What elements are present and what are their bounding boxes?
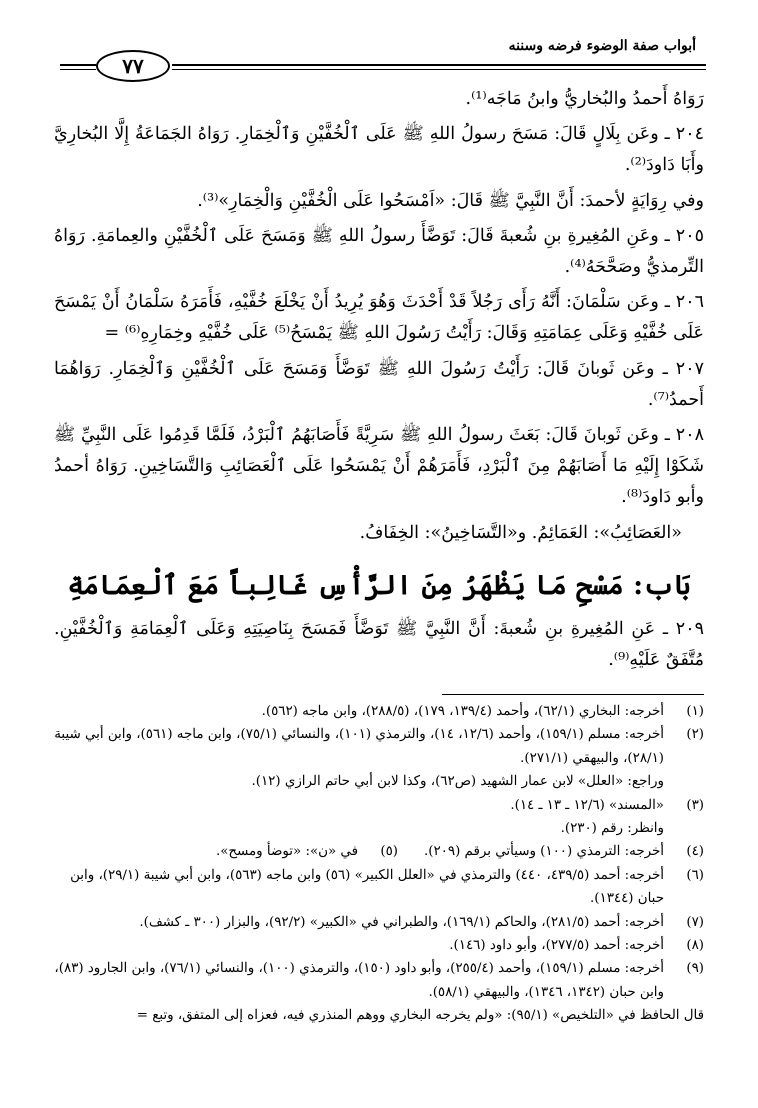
footnote-number: (٣)	[686, 797, 704, 813]
header-rule	[172, 64, 706, 66]
footnote-number: (٧)	[686, 914, 704, 930]
footnote-9-continued: قال الحافظ في «التلخيص» (٩٥/١): «ولم يخرجه البخاري ووهم المنذري فيه، فعزاه إلى المتفق، وتبع =	[136, 1008, 704, 1024]
ahmad-narration: وفي رِوَايَةٍ لأحمدَ: أَنَّ النَّبِيَّ ﷺ قَالَ: «اَمْسَحُوا عَلَى الْخُفَّيْنِ وَالْخِمَارِ»⁽³⁾.	[197, 190, 704, 211]
footnote-number: (٩)	[686, 961, 704, 977]
footnote-text: أخرجه: أحمد (٤٣٩/٥، ٤٤٠) والترمذي في «العلل الكبير» (٥٦) وابن ماجه (٥٦٣)، وابن أبي شيبة (٢٩/١)، وابن حبان (١٣٤٤).	[70, 867, 664, 907]
footnote-text: أخرجه: أحمد (٢٧٧/٥)، وأبو داود (١٤٦).	[449, 938, 664, 954]
footnote-7	[44, 911, 704, 934]
hadith-206: ٢٠٦ ـ وعَن سَلْمَانَ: أَنَّهُ رَأَى رَجُلاً قَدْ أَحْدَثَ وَهُوَ يُرِيدُ أَنْ يَخْلَعَ خُفَّيْهِ، فَأَمَرَهُ سَلْمَانُ أَنْ يَمْسَحَ عَلَى خُفَّيْهِ وَعَلَى عِمَامَتِهِ وَقَالَ: رَأَيْتُ رَسُولَ اللهِ ﷺ يَمْسَحُ⁽⁵⁾ عَلَى خُفَّيْهِ وخِمَارِهِ⁽⁶⁾ =	[54, 292, 704, 344]
footnote-number: (٨)	[686, 938, 704, 954]
footnote-2-continued: وراجع: «العلل» لابن عمار الشهيد (ص٦٢)، وكذا لابن أبي حاتم الرازي (١٢).	[251, 774, 664, 790]
page-number: ٧٧	[96, 50, 170, 82]
header-rule-left	[60, 64, 96, 66]
footnote-number: (١)	[686, 704, 704, 719]
footnote-2	[44, 723, 704, 770]
chapter-heading: بَاب: مَسْحِ مَا يَظْهَرُ مِنَ الرَّأْسِ غَالِباً مَعَ ٱلْعِمَامَةِ	[67, 570, 691, 601]
footnote-number: (٦)	[686, 867, 704, 883]
footnote-text: أخرجه: مسلم (١٥٩/١)، وأحمد (١٢/٦، ١٤)، والترمذي (١٠١)، والنسائي (٧٥/١)، وابن ماجه (٥٦١)، وابن أبي شيبة (٢٨/١)، والبيهقي (٢٧١/١).	[54, 727, 664, 766]
footnote-1	[44, 700, 704, 723]
hadith-205: ٢٠٥ ـ وعَنِ المُغِيرةِ بنِ شُعبةَ قَالَ: تَوَضَّأَ رسولُ اللهِ ﷺ وَمَسَحَ عَلَى ٱلْخُفَّيْنِ والعِمامَةِ. رَوَاهُ التِّرمذيُّ وصَحَّحَهُ⁽⁴⁾.	[54, 225, 704, 278]
footnote-9	[44, 957, 704, 1004]
hadith-209: ٢٠٩ ـ عَنِ المُغِيرةِ بنِ شُعبةَ: أَنَّ النَّبِيَّ ﷺ تَوَضَّأَ فَمَسَحَ بِنَاصِيَتِهِ وَعَلَى ٱلْعِمَامَةِ وَٱلْخُفَّيْنِ. مُتَّفَقٌ عَلَيْهِ⁽⁹⁾.	[54, 619, 704, 670]
page-header	[0, 0, 758, 90]
footnote-text: في «ن»: «توضأ ومسح».	[215, 844, 358, 860]
footnotes	[44, 700, 704, 1028]
paragraph-citation: رَوَاهُ أَحمدُ والبُخاريُّ وابنُ مَاجَه⁽¹⁾.	[465, 89, 704, 109]
hadith-207: ٢٠٧ ـ وعَن ثَوبانَ قَالَ: رَأَيْتُ رَسُولَ اللهِ ﷺ تَوَضَّأَ وَمَسَحَ عَلَى ٱلْخُفَّيْنِ وَٱلْخِمَارِ. رَوَاهُمَا أَحمدُ⁽⁷⁾.	[54, 358, 704, 410]
footnote-number: (٤)	[686, 844, 704, 860]
glossary-note: «العَصَائِبُ»: العَمَائِمُ. و«التَّسَاخِينُ»: الخِفَافُ.	[359, 522, 682, 543]
hadith-204: ٢٠٤ ـ وعَن بِلَالٍ قَالَ: مَسَحَ رسولُ اللهِ ﷺ عَلَى ٱلْخُفَّيْنِ وَٱلْخِمَارِ. رَوَاهُ الجَمَاعَةُ إِلَّا البُخارِيَّ وأَبَا دَاودَ⁽²⁾.	[54, 124, 704, 176]
footnote-separator	[442, 694, 704, 695]
footnote-3	[44, 794, 704, 817]
footnote-5	[216, 840, 398, 863]
footnote-text: أخرجه: أحمد (٢٨١/٥)، والحاكم (١٦٩/١)، والطبراني في «الكبير» (٩٢/٢)، والبزار (٣٠٠ ـ كشف).	[139, 914, 664, 930]
running-title: أبواب صفة الوضوء فرضه وسننه	[508, 38, 696, 54]
footnote-4	[424, 840, 704, 863]
header-rule-thin	[172, 69, 706, 70]
footnotes-4-5	[44, 840, 704, 863]
header-rule-left-thin	[60, 69, 96, 70]
footnote-number: (٢)	[686, 727, 704, 743]
footnote-text: أخرجه: مسلم (١٥٩/١)، وأحمد (٢٥٥/٤)، وأبو داود (١٥٠)، والترمذي (١٠٠)، والنسائي (٧٦/١)، وابن الجارود (٨٣)، وابن حبان (١٣٤٢، ١٣٤٦)، والبيهقي (٥٨/١).	[54, 961, 664, 1000]
footnote-text: أخرجه: البخاري (٦٢/١)، وأحمد (١٣٩/٤، ١٧٩)، (٢٨٨/٥)، وابن ماجه (٥٦٢).	[261, 704, 664, 719]
footnote-number: (٥)	[380, 844, 398, 860]
footnote-3-continued: وانظر: رقم (٢٣٠).	[560, 821, 664, 837]
footnote-text: أخرجه: الترمذي (١٠٠) وسيأتي برقم (٢٠٩).	[424, 844, 664, 860]
footnote-6	[44, 864, 704, 911]
footnote-8	[44, 934, 704, 957]
main-text	[54, 84, 704, 553]
hadith-209-block	[54, 614, 704, 676]
footnote-text: «المسند» (١٢/٦ ـ ١٣ ـ ١٤).	[510, 797, 664, 813]
hadith-208: ٢٠٨ ـ وعَن ثَوبانَ قَالَ: بَعَثَ رسولُ اللهِ ﷺ سَرِيَّةً فَأَصَابَهُمُ ٱلْبَرْدُ، فَلَمَّا قَدِمُوا عَلَى النَّبِيِّ ﷺ شَكَوْا إِلَيْهِ مَا أَصَابَهُمْ مِنَ ٱلْبَرْدِ، فَأَمَرَهُمْ أَنْ يَمْسَحُوا عَلَى ٱلْعَصَائِبِ وَالتَّسَاخِينِ. رَوَاهُ أحمدُ وأبو دَاودَ⁽⁸⁾.	[54, 425, 704, 508]
